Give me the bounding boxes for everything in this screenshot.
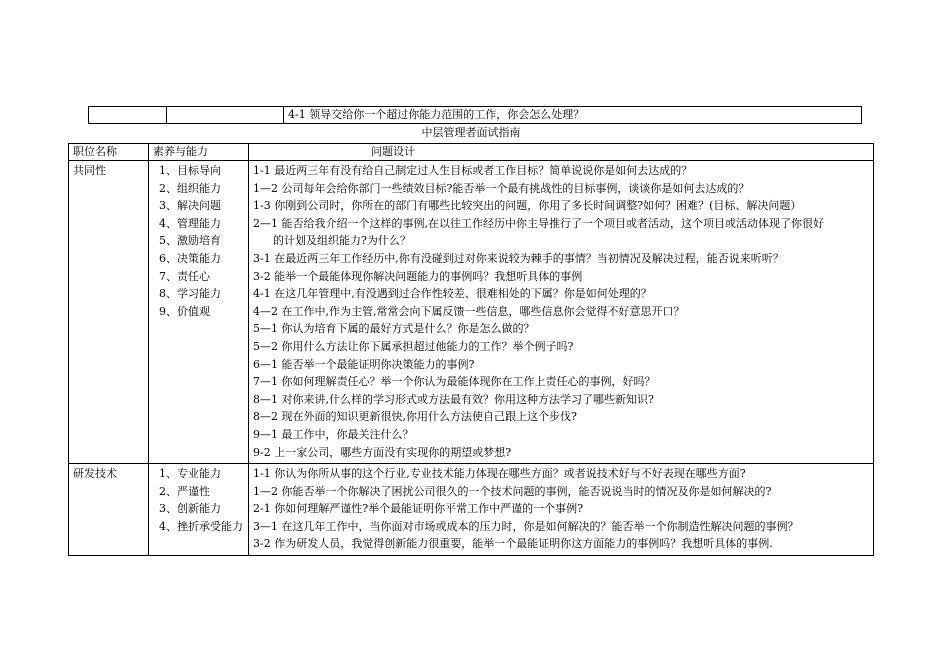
question-item: 2-1 你如何理解严谨性?举个最能证明你平常工作中严谨的一个事例? (253, 502, 584, 516)
question-item: 1-1 你认为你所从事的这个行业,专业技术能力体现在哪些方面？或者说技术好与不好表现在哪些方面? (253, 467, 746, 481)
question-item: 9—1 最工作中，你最关注什么？ (253, 427, 414, 441)
skill-item: 2、组织能力 (159, 181, 221, 195)
interview-guide-table (68, 143, 874, 556)
table-row (89, 107, 862, 124)
question-item: 3-2 作为研发人员，我觉得创新能力很重要，能举一个最能证明你这方面能力的事例吗？我想听具体的事例. (253, 537, 773, 551)
skill-item: 5、激励培育 (159, 234, 221, 248)
skill-item: 6、决策能力 (159, 251, 221, 265)
question-item-continued: 的计划及组织能力?为什么？ (273, 234, 411, 248)
skill-item: 1、专业能力 (159, 467, 221, 481)
question-item: 9-2 上一家公司，哪些方面没有实现你的期望或梦想? (253, 445, 512, 459)
question-item: 5—2 你用什么方法让你下属承担超过他能力的工作？举个例子吗? (253, 339, 574, 353)
skill-item: 7、责任心 (159, 269, 210, 283)
table-cell-empty (167, 107, 284, 124)
question-item: 7—1 你如何理解责任心？举一个你认为最能体现你在工作上责任心的事例，好吗？ (253, 375, 656, 389)
question-item: 3—1 在这几年工作中，当你面对市场或成本的压力时，你是如何解决的？能否举一个你制造性解决问题的事例？ (253, 519, 799, 533)
question-item: 4—2 在工作中,作为主管,常常会向下属反馈一些信息，哪些信息你会觉得不好意思开口？ (253, 304, 685, 318)
skills-cell (149, 161, 249, 464)
questions-cell (249, 161, 874, 464)
position-name: 研发技术 (73, 467, 117, 481)
question-item: 1—2 你能否举一个你解决了困扰公司很久的一个技术问题的事例，能否说说当时的情况及你是如何解决的? (253, 484, 772, 498)
skills-cell (149, 464, 249, 556)
skill-item: 4、管理能力 (159, 216, 221, 230)
skill-item: 3、创新能力 (159, 502, 221, 516)
table-row (69, 161, 874, 464)
question-item: 3-2 能举一个最能体现你解决问题能力的事例吗？我想听具体的事例 (253, 269, 583, 283)
table-row (69, 464, 874, 556)
page-title: 中层管理者面试指南 (421, 126, 521, 139)
skill-item: 2、严谨性 (159, 484, 210, 498)
question-item: 5—1 你认为培育下属的最好方式是什么？你是怎么做的？ (253, 322, 535, 336)
question-item: 8—2 现在外面的知识更新很快,你用什么方法使自己跟上这个步伐? (253, 410, 577, 424)
position-name: 共同性 (73, 164, 106, 177)
position-cell (69, 464, 149, 556)
question-item: 4-1 在这几年管理中,有没遇到过合作性较差、很难相处的下属？你是如何处理的？ (253, 287, 652, 301)
table-cell-empty (89, 107, 167, 124)
question-item: 1-3 你刚到公司时，你所在的部门有哪些比较突出的问题，你用了多长时间调整?如何？困难？(目标、解决问题） (253, 199, 802, 213)
skill-item: 8、学习能力 (159, 287, 221, 301)
question-item: 2—1 能否给我介绍一个这样的事例,在以往工作经历中你主导推行了一个项目或者活动，这个项目或活动体现了你很好 (253, 216, 824, 230)
question-item: 6—1 能否举一个最能证明你决策能力的事例? (253, 357, 475, 371)
header-position: 职位名称 (69, 144, 149, 161)
skill-item: 3、解决问题 (159, 199, 221, 213)
question-item: 8—1 对你来讲,什么样的学习形式或方法最有效？你用这种方法学习了哪些新知识? (253, 392, 654, 406)
top-question-table (88, 106, 862, 124)
question-item: 1-1 最近两三年有没有给自己制定过人生目标或者工作目标？简单说说你是如何去达成的？ (253, 164, 693, 177)
header-skills: 素养与能力 (149, 144, 249, 161)
question-item: 1—2 公司每年会给你部门一些绩效目标?能否举一个最有挑战性的目标事例，谈谈你是如何去达成的？ (253, 181, 750, 195)
questions-cell (249, 464, 874, 556)
table-header-row (69, 144, 874, 161)
question-item: 3-1 在最近两三年工作经历中,你有没碰到过对你来说较为棘手的事情？当初情况及解决过程，能否说来听听？ (253, 251, 784, 265)
top-question-text: 4-1 领导交给你一个超过你能力范围的工作，你会怎么处理？ (284, 107, 862, 124)
header-questions: 问题设计 (249, 144, 874, 161)
skill-item: 4、挫折承受能力 (159, 519, 243, 533)
skill-item: 9、价值观 (159, 304, 210, 318)
skill-item: 1、目标导向 (159, 164, 221, 177)
position-cell (69, 161, 149, 464)
